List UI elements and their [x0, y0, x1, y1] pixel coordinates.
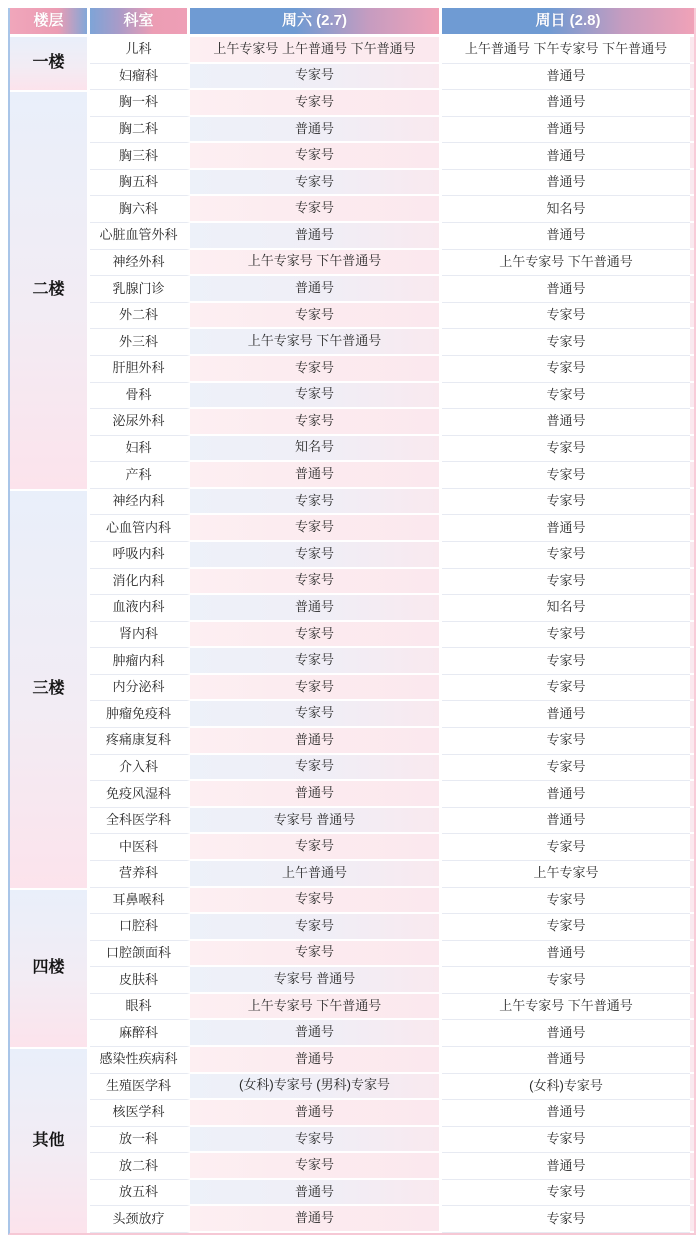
sunday-value-cell: 专家号 [442, 728, 690, 755]
row-edge-strip [690, 675, 694, 702]
department-cell: 疼痛康复科 [90, 728, 190, 755]
sunday-value-cell: 专家号 [442, 834, 690, 861]
department-cell: 血液内科 [90, 595, 190, 622]
saturday-value-cell: 专家号 [190, 755, 442, 782]
sunday-value-cell: 普通号 [442, 90, 690, 117]
floor-cell: 四楼 [10, 888, 90, 1047]
saturday-value-cell: 普通号 [190, 223, 442, 250]
saturday-value-cell: 专家号 [190, 170, 442, 197]
row-edge-strip [690, 914, 694, 941]
row-edge-strip [690, 303, 694, 330]
row-edge-strip [690, 276, 694, 303]
row-edge-strip [690, 861, 694, 888]
sunday-value-cell: 普通号 [442, 1100, 690, 1127]
floor-cell: 其他 [10, 1047, 90, 1233]
row-edge-strip [690, 329, 694, 356]
department-cell: 麻醉科 [90, 1020, 190, 1047]
department-cell: 妇瘤科 [90, 64, 190, 91]
sunday-value-cell: 专家号 [442, 755, 690, 782]
saturday-value-cell: 专家号 [190, 383, 442, 410]
saturday-value-cell: 专家号 [190, 888, 442, 915]
row-edge-strip [690, 1153, 694, 1180]
department-cell: 口腔科 [90, 914, 190, 941]
department-cell: 肿瘤内科 [90, 648, 190, 675]
sunday-value-cell: 专家号 [442, 1180, 690, 1207]
department-cell: 皮肤科 [90, 967, 190, 994]
row-edge-strip [690, 569, 694, 596]
saturday-value-cell: 专家号 [190, 409, 442, 436]
department-cell: 肾内科 [90, 622, 190, 649]
department-cell: 营养科 [90, 861, 190, 888]
department-cell: 口腔颌面科 [90, 941, 190, 968]
saturday-value-cell: 专家号 [190, 569, 442, 596]
saturday-value-cell: 普通号 [190, 781, 442, 808]
department-cell: 心血管内科 [90, 515, 190, 542]
saturday-value-cell: 专家号 [190, 542, 442, 569]
sunday-value-cell: (女科)专家号 [442, 1074, 690, 1101]
saturday-value-cell: 专家号 [190, 648, 442, 675]
department-cell: 胸三科 [90, 143, 190, 170]
sunday-value-cell: 专家号 [442, 1206, 690, 1233]
department-cell: 儿科 [90, 37, 190, 64]
row-edge-strip [690, 383, 694, 410]
department-cell: 胸五科 [90, 170, 190, 197]
department-cell: 放五科 [90, 1180, 190, 1207]
row-edge-strip [690, 728, 694, 755]
sunday-value-cell: 上午专家号 下午普通号 [442, 994, 690, 1021]
department-cell: 妇科 [90, 436, 190, 463]
floor-cell: 二楼 [10, 90, 90, 489]
sunday-value-cell: 普通号 [442, 1047, 690, 1074]
saturday-value-cell: (女科)专家号 (男科)专家号 [190, 1074, 442, 1101]
row-edge-strip [690, 1100, 694, 1127]
department-cell: 胸二科 [90, 117, 190, 144]
saturday-value-cell: 上午专家号 上午普通号 下午普通号 [190, 37, 442, 64]
saturday-value-cell: 普通号 [190, 276, 442, 303]
department-cell: 眼科 [90, 994, 190, 1021]
saturday-value-cell: 普通号 [190, 1020, 442, 1047]
department-cell: 头颈放疗 [90, 1206, 190, 1233]
department-cell: 外三科 [90, 329, 190, 356]
department-cell: 感染性疾病科 [90, 1047, 190, 1074]
sunday-value-cell: 上午专家号 [442, 861, 690, 888]
row-edge-strip [690, 436, 694, 463]
row-edge-strip [690, 90, 694, 117]
row-edge-strip [690, 1206, 694, 1233]
sunday-value-cell: 专家号 [442, 675, 690, 702]
row-edge-strip [690, 1020, 694, 1047]
floor-cell: 一楼 [10, 37, 90, 90]
department-cell: 胸六科 [90, 196, 190, 223]
header-cell-floor: 楼层 [10, 8, 90, 37]
department-cell: 全科医学科 [90, 808, 190, 835]
sunday-value-cell: 普通号 [442, 276, 690, 303]
sunday-value-cell: 普通号 [442, 64, 690, 91]
saturday-value-cell: 专家号 [190, 489, 442, 516]
sunday-value-cell: 专家号 [442, 888, 690, 915]
row-edge-strip [690, 170, 694, 197]
sunday-value-cell: 上午普通号 下午专家号 下午普通号 [442, 37, 690, 64]
sunday-value-cell: 普通号 [442, 781, 690, 808]
row-edge-strip [690, 356, 694, 383]
department-cell: 消化内科 [90, 569, 190, 596]
department-cell: 肝胆外科 [90, 356, 190, 383]
department-cell: 胸一科 [90, 90, 190, 117]
row-edge-strip [690, 1074, 694, 1101]
saturday-value-cell: 普通号 [190, 728, 442, 755]
department-cell: 骨科 [90, 383, 190, 410]
row-edge-strip [690, 409, 694, 436]
sunday-value-cell: 专家号 [442, 436, 690, 463]
saturday-value-cell: 专家号 [190, 90, 442, 117]
department-cell: 神经内科 [90, 489, 190, 516]
sunday-value-cell: 普通号 [442, 515, 690, 542]
floor-cell: 三楼 [10, 489, 90, 888]
row-edge-strip [690, 967, 694, 994]
weekend-schedule-table [8, 8, 696, 1235]
saturday-value-cell: 专家号 [190, 1127, 442, 1154]
row-edge-strip [690, 648, 694, 675]
saturday-value-cell: 普通号 [190, 1180, 442, 1207]
saturday-value-cell: 普通号 [190, 1047, 442, 1074]
saturday-value-cell: 普通号 [190, 1206, 442, 1233]
header-cell-department: 科室 [90, 8, 190, 37]
department-cell: 泌尿外科 [90, 409, 190, 436]
saturday-value-cell: 专家号 [190, 64, 442, 91]
row-edge-strip [690, 755, 694, 782]
header-cell-saturday: 周六 (2.7) [190, 8, 442, 37]
sunday-value-cell: 普通号 [442, 223, 690, 250]
department-cell: 核医学科 [90, 1100, 190, 1127]
department-cell: 乳腺门诊 [90, 276, 190, 303]
sunday-value-cell: 专家号 [442, 622, 690, 649]
row-edge-strip [690, 1180, 694, 1207]
saturday-value-cell: 专家号 [190, 834, 442, 861]
sunday-value-cell: 专家号 [442, 542, 690, 569]
row-edge-strip [690, 37, 694, 64]
sunday-value-cell: 普通号 [442, 1153, 690, 1180]
department-cell: 介入科 [90, 755, 190, 782]
saturday-value-cell: 上午专家号 下午普通号 [190, 994, 442, 1021]
sunday-value-cell: 知名号 [442, 595, 690, 622]
sunday-value-cell: 普通号 [442, 808, 690, 835]
saturday-value-cell: 专家号 [190, 914, 442, 941]
sunday-value-cell: 专家号 [442, 462, 690, 489]
sunday-value-cell: 普通号 [442, 409, 690, 436]
saturday-value-cell: 专家号 [190, 1153, 442, 1180]
sunday-value-cell: 普通号 [442, 143, 690, 170]
department-cell: 外二科 [90, 303, 190, 330]
row-edge-strip [690, 462, 694, 489]
row-edge-strip [690, 781, 694, 808]
row-edge-strip [690, 701, 694, 728]
department-cell: 放二科 [90, 1153, 190, 1180]
row-edge-strip [690, 994, 694, 1021]
department-cell: 呼吸内科 [90, 542, 190, 569]
saturday-value-cell: 专家号 [190, 196, 442, 223]
sunday-value-cell: 专家号 [442, 648, 690, 675]
row-edge-strip [690, 888, 694, 915]
department-cell: 中医科 [90, 834, 190, 861]
sunday-value-cell: 专家号 [442, 967, 690, 994]
sunday-value-cell: 专家号 [442, 303, 690, 330]
department-cell: 肿瘤免疫科 [90, 701, 190, 728]
sunday-value-cell: 专家号 [442, 383, 690, 410]
sunday-value-cell: 专家号 [442, 489, 690, 516]
sunday-value-cell: 普通号 [442, 117, 690, 144]
row-edge-strip [690, 941, 694, 968]
saturday-value-cell: 普通号 [190, 462, 442, 489]
saturday-value-cell: 专家号 [190, 303, 442, 330]
sunday-value-cell: 专家号 [442, 329, 690, 356]
row-edge-strip [690, 1127, 694, 1154]
department-cell: 放一科 [90, 1127, 190, 1154]
sunday-value-cell: 专家号 [442, 569, 690, 596]
row-edge-strip [690, 622, 694, 649]
row-edge-strip [690, 489, 694, 516]
saturday-value-cell: 专家号 普通号 [190, 808, 442, 835]
department-cell: 心脏血管外科 [90, 223, 190, 250]
department-cell: 生殖医学科 [90, 1074, 190, 1101]
saturday-value-cell: 普通号 [190, 1100, 442, 1127]
row-edge-strip [690, 808, 694, 835]
saturday-value-cell: 上午专家号 下午普通号 [190, 250, 442, 277]
saturday-value-cell: 知名号 [190, 436, 442, 463]
row-edge-strip [690, 117, 694, 144]
department-cell: 免疫风湿科 [90, 781, 190, 808]
saturday-value-cell: 专家号 普通号 [190, 967, 442, 994]
row-edge-strip [690, 542, 694, 569]
sunday-value-cell: 上午专家号 下午普通号 [442, 250, 690, 277]
department-cell: 耳鼻喉科 [90, 888, 190, 915]
saturday-value-cell: 普通号 [190, 117, 442, 144]
sunday-value-cell: 普通号 [442, 1020, 690, 1047]
saturday-value-cell: 上午专家号 下午普通号 [190, 329, 442, 356]
row-edge-strip [690, 250, 694, 277]
saturday-value-cell: 专家号 [190, 356, 442, 383]
saturday-value-cell: 专家号 [190, 675, 442, 702]
saturday-value-cell: 专家号 [190, 143, 442, 170]
department-cell: 神经外科 [90, 250, 190, 277]
saturday-value-cell: 专家号 [190, 701, 442, 728]
saturday-value-cell: 专家号 [190, 622, 442, 649]
saturday-value-cell: 专家号 [190, 941, 442, 968]
header-cell-sunday: 周日 (2.8) [442, 8, 694, 37]
sunday-value-cell: 专家号 [442, 356, 690, 383]
department-cell: 内分泌科 [90, 675, 190, 702]
saturday-value-cell: 上午普通号 [190, 861, 442, 888]
row-edge-strip [690, 595, 694, 622]
sunday-value-cell: 专家号 [442, 914, 690, 941]
row-edge-strip [690, 223, 694, 250]
saturday-value-cell: 普通号 [190, 595, 442, 622]
sunday-value-cell: 知名号 [442, 196, 690, 223]
row-edge-strip [690, 143, 694, 170]
department-cell: 产科 [90, 462, 190, 489]
row-edge-strip [690, 1047, 694, 1074]
saturday-value-cell: 专家号 [190, 515, 442, 542]
sunday-value-cell: 普通号 [442, 701, 690, 728]
row-edge-strip [690, 64, 694, 91]
row-edge-strip [690, 515, 694, 542]
sunday-value-cell: 专家号 [442, 1127, 690, 1154]
row-edge-strip [690, 834, 694, 861]
row-edge-strip [690, 196, 694, 223]
sunday-value-cell: 普通号 [442, 170, 690, 197]
sunday-value-cell: 普通号 [442, 941, 690, 968]
